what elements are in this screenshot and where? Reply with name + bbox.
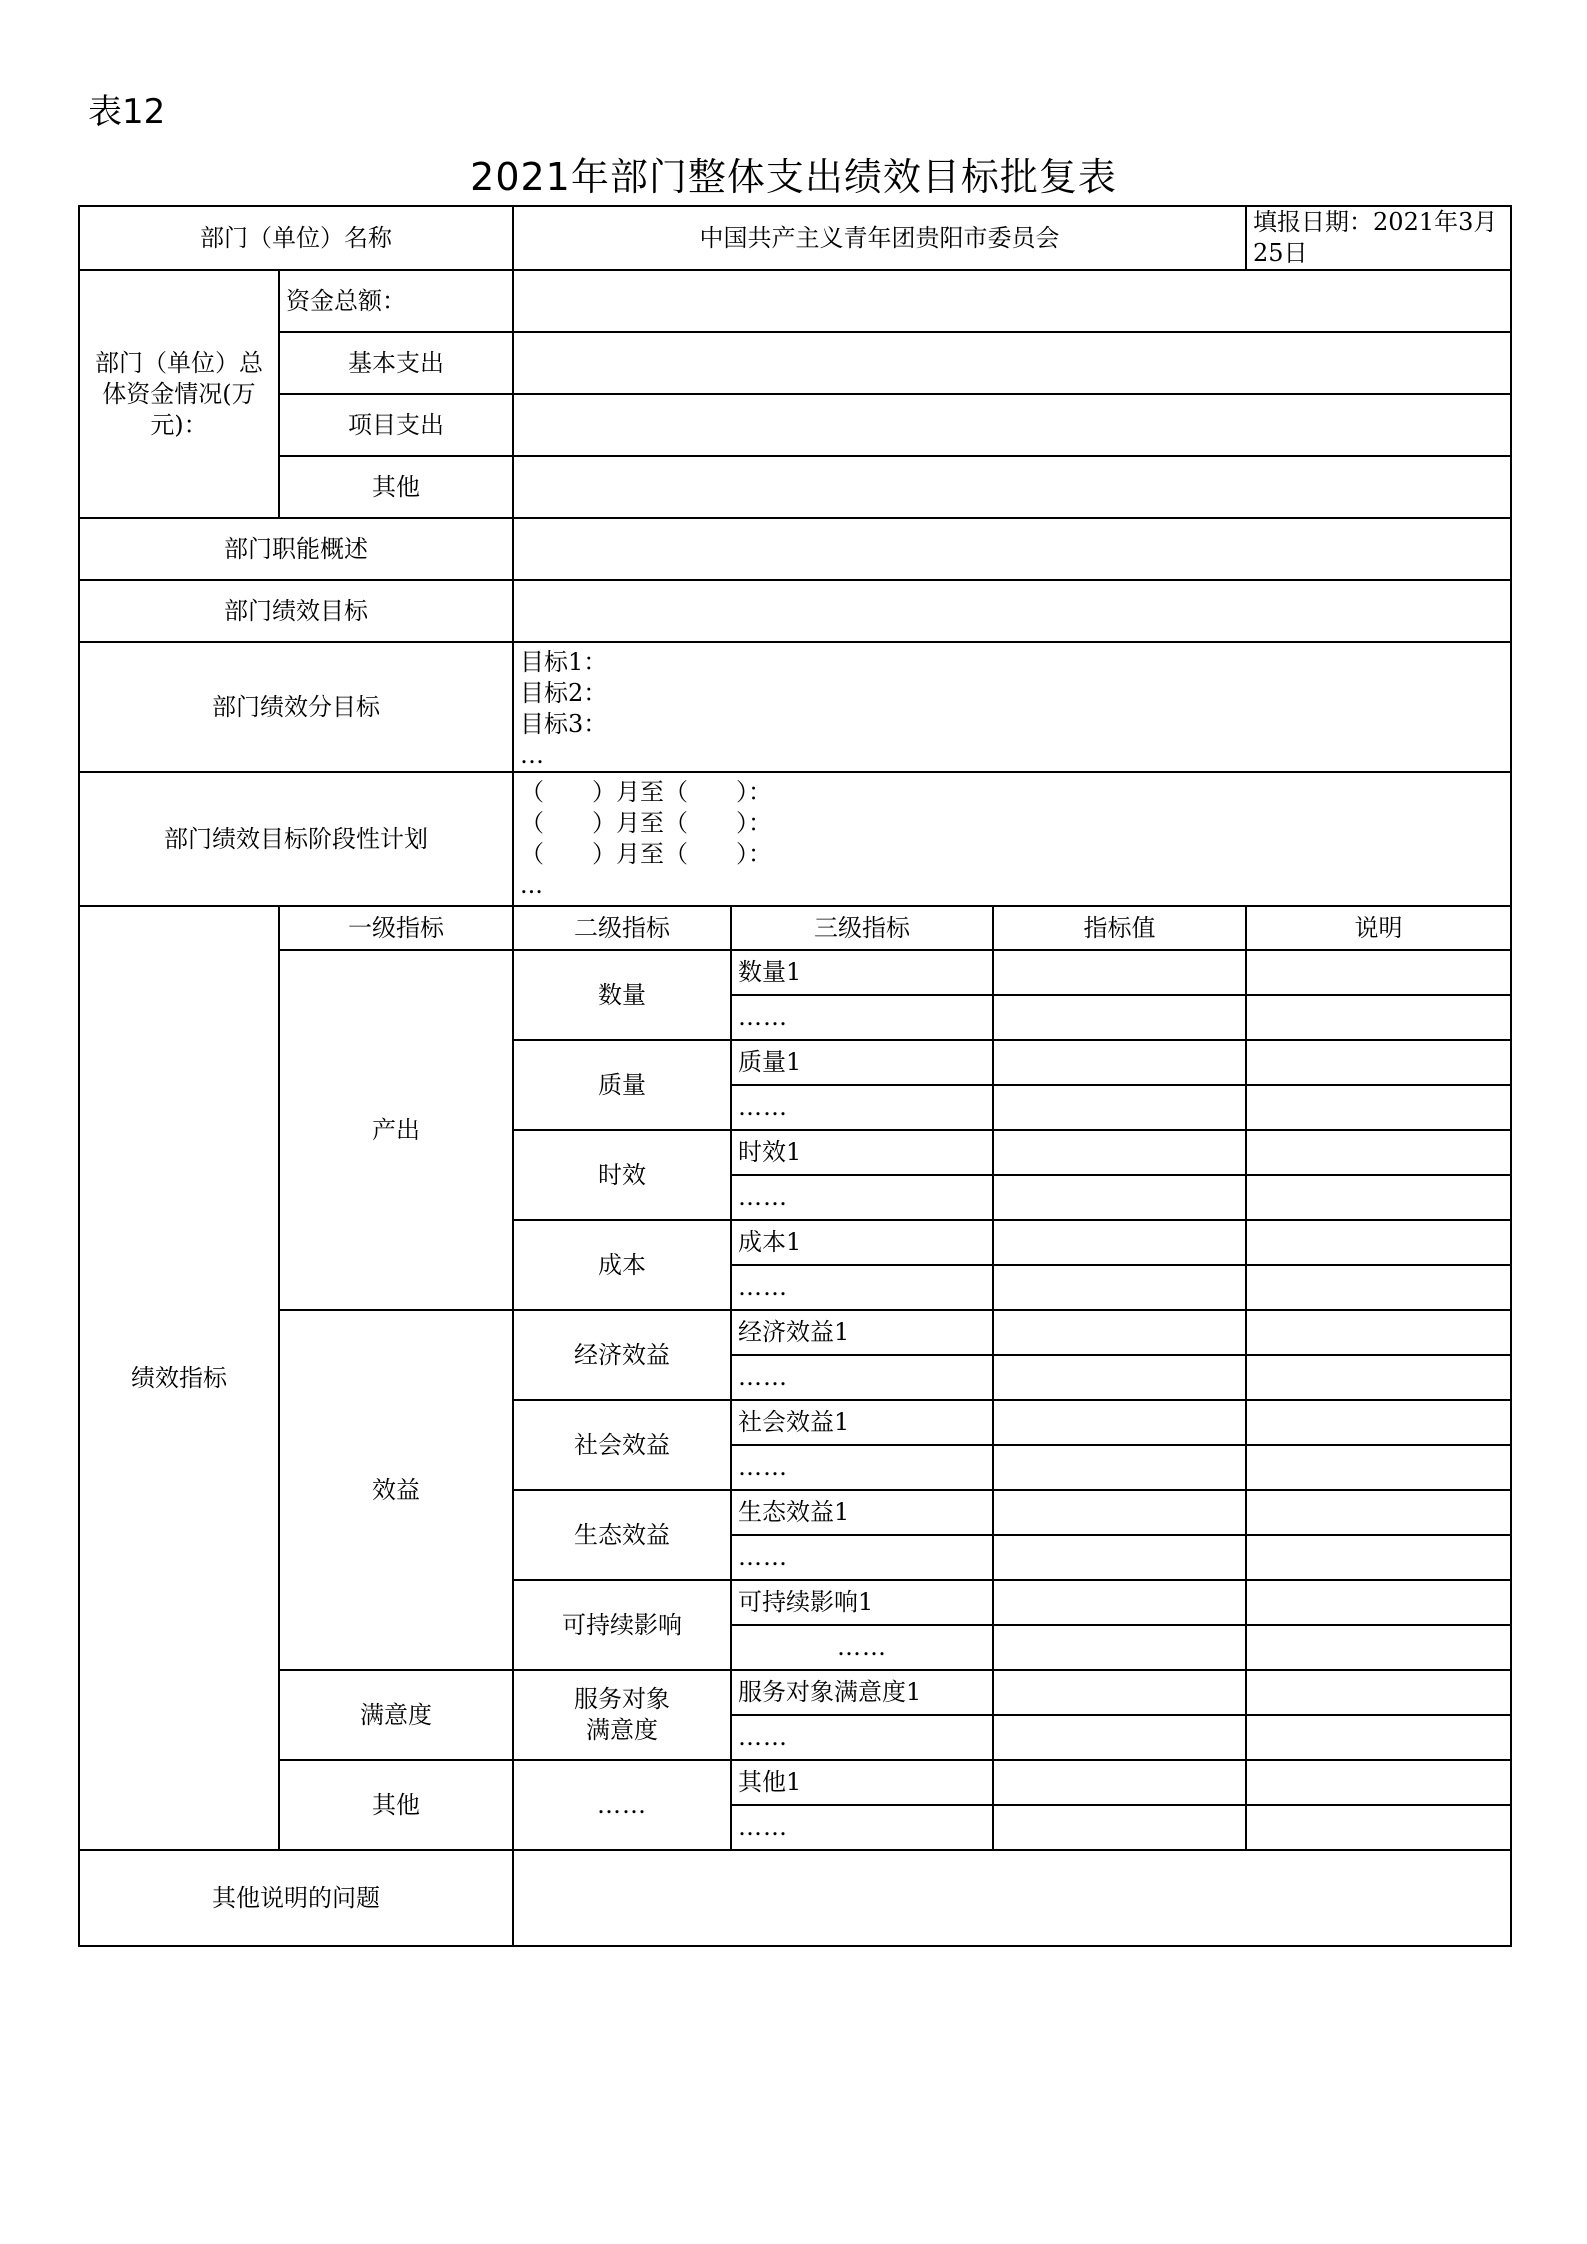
note-cell[interactable] [1246,1535,1511,1580]
note-cell[interactable] [1246,1580,1511,1625]
dept-name-label: 部门（单位）名称 [79,206,513,270]
page-title: 2021年部门整体支出绩效目标批复表 [470,155,1117,199]
funds-project-label: 项目支出 [279,394,513,456]
indicator-value-cell[interactable] [993,1670,1246,1715]
level2-cell: 成本 [513,1220,731,1310]
note-cell[interactable] [1246,1760,1511,1805]
note-cell[interactable] [1246,1175,1511,1220]
level3-cell[interactable]: …… [731,1445,993,1490]
level3-cell[interactable]: 时效1 [731,1130,993,1175]
level3-cell[interactable]: 成本1 [731,1220,993,1265]
funds-basic-label: 基本支出 [279,332,513,394]
indicator-value-cell[interactable] [993,1490,1246,1535]
indicator-value-cell[interactable] [993,1805,1246,1850]
indicator-value-cell[interactable] [993,1355,1246,1400]
level2-cell: 数量 [513,950,731,1040]
level2-cell: 时效 [513,1130,731,1220]
level3-cell[interactable]: 质量1 [731,1040,993,1085]
level3-cell[interactable]: 数量1 [731,950,993,995]
note-cell[interactable] [1246,1805,1511,1850]
performance-target-form [78,205,1512,1947]
note-cell[interactable] [1246,1310,1511,1355]
level2-cell: 服务对象满意度 [513,1670,731,1760]
level3-cell[interactable]: …… [731,1085,993,1130]
funds-other-label: 其他 [279,456,513,518]
stage-plan-line: （ ）月至（ ）： [520,840,772,869]
funds-project-value[interactable] [513,394,1511,456]
note-cell[interactable] [1246,1445,1511,1490]
level3-cell[interactable]: …… [731,1355,993,1400]
level3-cell[interactable]: …… [731,1805,993,1850]
level3-cell[interactable]: 服务对象满意度1 [731,1670,993,1715]
perf-goal-label: 部门绩效目标 [79,580,513,642]
indicator-value-cell[interactable] [993,1445,1246,1490]
sub-goal-line: 目标1： [520,648,608,677]
indicator-value-cell[interactable] [993,1310,1246,1355]
stage-plan-line: （ ）月至（ ）： [520,778,772,807]
level2-cell: 生态效益 [513,1490,731,1580]
function-overview-value[interactable] [513,518,1511,580]
note-cell[interactable] [1246,1130,1511,1175]
indicator-value-cell[interactable] [993,1040,1246,1085]
note-cell[interactable] [1246,1715,1511,1760]
level1-satisfaction: 满意度 [279,1670,513,1760]
funds-basic-value[interactable] [513,332,1511,394]
dept-name-value[interactable]: 中国共产主义青年团贵阳市委员会 [513,206,1246,270]
level2-cell: 经济效益 [513,1310,731,1400]
level2-cell: 社会效益 [513,1400,731,1490]
sub-goal-label: 部门绩效分目标 [79,642,513,772]
fill-date[interactable]: 填报日期：2021年3月25日 [1246,206,1511,270]
column-header: 三级指标 [731,906,993,950]
level3-cell[interactable]: …… [731,1715,993,1760]
note-cell[interactable] [1246,1220,1511,1265]
level1-benefit: 效益 [279,1310,513,1670]
funds-other-value[interactable] [513,456,1511,518]
funds-total-label: 资金总额： [279,270,513,332]
sub-goal-line: … [520,741,544,770]
level1-output: 产出 [279,950,513,1310]
indicator-value-cell[interactable] [993,1220,1246,1265]
level3-cell[interactable]: …… [731,1535,993,1580]
indicator-value-cell[interactable] [993,1760,1246,1805]
note-cell[interactable] [1246,1265,1511,1310]
stage-plan-line: （ ）月至（ ）： [520,809,772,838]
function-overview-label: 部门职能概述 [79,518,513,580]
indicator-value-cell[interactable] [993,1580,1246,1625]
level2-cell: 可持续影响 [513,1580,731,1670]
note-cell[interactable] [1246,995,1511,1040]
indicator-value-cell[interactable] [993,1265,1246,1310]
level3-cell[interactable]: 社会效益1 [731,1400,993,1445]
level3-cell[interactable]: 可持续影响1 [731,1580,993,1625]
note-cell[interactable] [1246,1625,1511,1670]
stage-plan-label: 部门绩效目标阶段性计划 [79,772,513,906]
column-header: 说明 [1246,906,1511,950]
stage-plan-line: ... [520,871,543,900]
stage-plan-value[interactable] [513,772,1511,906]
column-header: 一级指标 [279,906,513,950]
sub-goal-value[interactable] [513,642,1511,772]
indicator-value-cell[interactable] [993,1535,1246,1580]
note-cell[interactable] [1246,950,1511,995]
level3-cell[interactable]: 其他1 [731,1760,993,1805]
level3-cell[interactable]: …… [731,1625,993,1670]
note-cell[interactable] [1246,1040,1511,1085]
indicator-value-cell[interactable] [993,1715,1246,1760]
indicator-value-cell[interactable] [993,1175,1246,1220]
level3-cell[interactable]: 生态效益1 [731,1490,993,1535]
level1-other: 其他 [279,1760,513,1850]
sub-goal-line: 目标2： [520,679,608,708]
indicator-value-cell[interactable] [993,1085,1246,1130]
level2-cell: 质量 [513,1040,731,1130]
sub-goal-line: 目标3： [520,710,608,739]
column-header: 指标值 [993,906,1246,950]
perf-goal-value[interactable] [513,580,1511,642]
note-cell[interactable] [1246,1085,1511,1130]
note-cell[interactable] [1246,1490,1511,1535]
other-issues-value[interactable] [513,1850,1511,1946]
indicator-value-cell[interactable] [993,950,1246,995]
indicator-group-label: 绩效指标 [79,906,279,1850]
indicator-value-cell[interactable] [993,1400,1246,1445]
indicator-value-cell[interactable] [993,995,1246,1040]
note-cell[interactable] [1246,1355,1511,1400]
indicator-value-cell[interactable] [993,1130,1246,1175]
note-cell[interactable] [1246,1670,1511,1715]
level3-cell[interactable]: …… [731,995,993,1040]
note-cell[interactable] [1246,1400,1511,1445]
funds-group-label: 部门（单位）总体资金情况(万元)： [79,270,279,518]
level3-cell[interactable]: …… [731,1175,993,1220]
level3-cell[interactable]: 经济效益1 [731,1310,993,1355]
level2-cell: …… [513,1760,731,1850]
other-issues-label: 其他说明的问题 [79,1850,513,1946]
level3-cell[interactable]: …… [731,1265,993,1310]
column-header: 二级指标 [513,906,731,950]
funds-total-value[interactable] [513,270,1511,332]
table-number: 表12 [88,92,166,132]
indicator-value-cell[interactable] [993,1625,1246,1670]
